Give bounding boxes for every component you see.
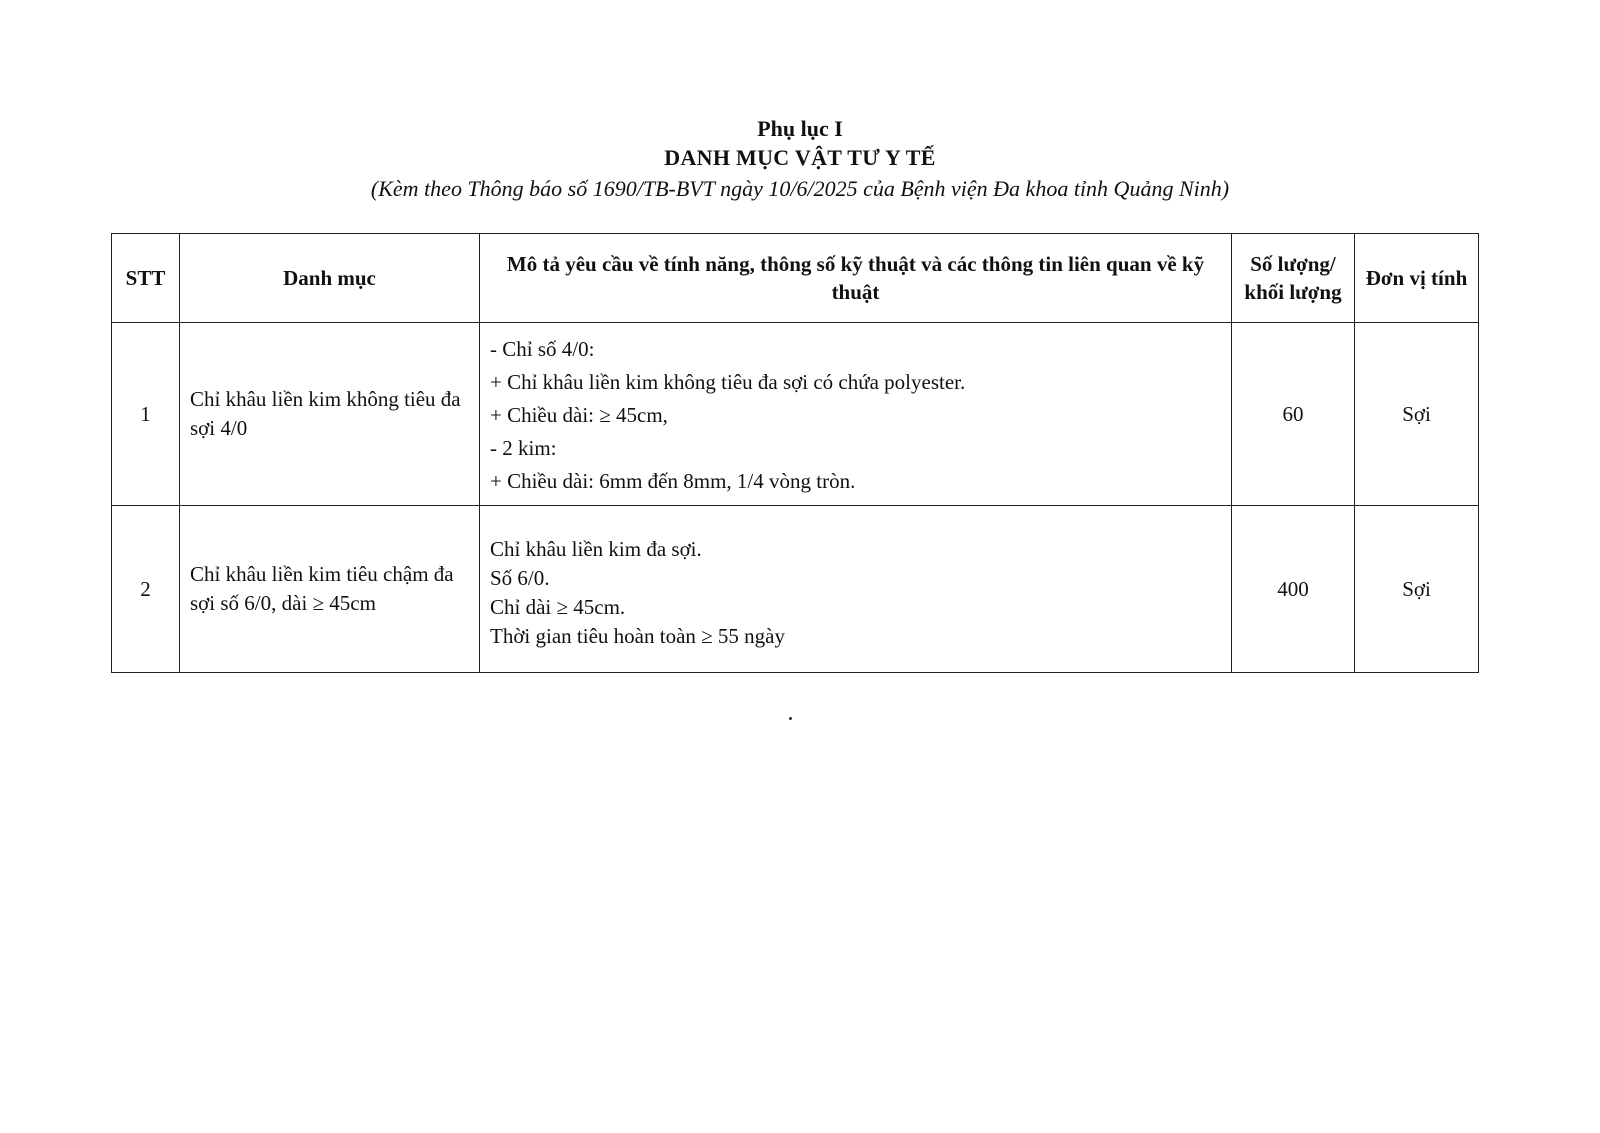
cell-description: [480, 323, 1232, 506]
cell-name: Chỉ khâu liền kim tiêu chậm đa sợi số 6/0, dài ≥ 45cm: [180, 506, 480, 673]
cell-stt: 2: [112, 506, 180, 673]
description-line: - 2 kim:: [490, 435, 557, 460]
description-line: Chỉ dài ≥ 45cm.: [490, 595, 626, 619]
cell-description: [480, 506, 1232, 673]
description-line: + Chiều dài: ≥ 45cm,: [490, 402, 668, 427]
table-row: [112, 506, 1479, 673]
document-title: DANH MỤC VẬT TƯ Y TẾ: [664, 145, 936, 170]
header-unit: Đơn vị tính: [1355, 234, 1479, 323]
table-row: [112, 323, 1479, 506]
header-stt: STT: [112, 234, 180, 323]
cell-quantity: 60: [1232, 323, 1355, 506]
document-header: [0, 114, 1600, 206]
header-description: Mô tả yêu cầu về tính năng, thông số kỹ thuật và các thông tin liên quan về kỹ thuật: [480, 234, 1232, 323]
cell-stt: 1: [112, 323, 180, 506]
supplies-table: [111, 233, 1479, 673]
cell-name: Chỉ khâu liền kim không tiêu đa sợi 4/0: [180, 323, 480, 506]
appendix-label: Phụ lục I: [757, 116, 843, 141]
cell-unit: Sợi: [1355, 323, 1479, 506]
description-line: - Chỉ số 4/0:: [490, 336, 595, 361]
description-line: + Chỉ khâu liền kim không tiêu đa sợi có chứa polyester.: [490, 369, 966, 394]
description-line: Chỉ khâu liền kim đa sợi.: [490, 537, 702, 561]
document-subtitle: (Kèm theo Thông báo số 1690/TB-BVT ngày 10/6/2025 của Bệnh viện Đa khoa tỉnh Quảng Ninh): [370, 176, 1230, 201]
description-line: Thời gian tiêu hoàn toàn ≥ 55 ngày: [490, 624, 785, 648]
table-header-row: [112, 234, 1479, 323]
header-name: Danh mục: [180, 234, 480, 323]
scan-speck: [789, 717, 792, 720]
cell-unit: Sợi: [1355, 506, 1479, 673]
header-quantity: Số lượng/ khối lượng: [1232, 234, 1355, 323]
cell-quantity: 400: [1232, 506, 1355, 673]
description-line: + Chiều dài: 6mm đến 8mm, 1/4 vòng tròn.: [490, 468, 856, 493]
description-line: Số 6/0.: [490, 566, 550, 590]
